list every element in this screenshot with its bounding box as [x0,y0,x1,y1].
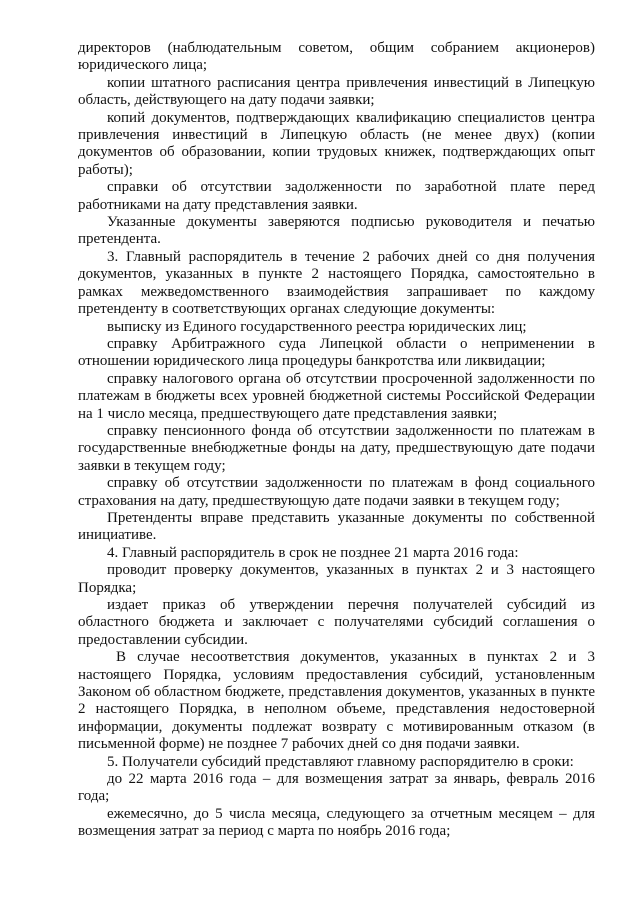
paragraph-deadline-march: до 22 марта 2016 года – для возмещения затрат за январь, февраль 2016 года; [78,771,595,805]
paragraph-item-3: 3. Главный распорядитель в течение 2 рабочих дней со дня получения документов, указанных в пункте 2 настоящего Порядка, самостоятельно в рамках межведомственного взаимодействия запрашивает по каждому претенденту в соответствующих органах следующие документы: [78,248,595,318]
paragraph-qualification-docs: копий документов, подтверждающих квалификацию специалистов центра привлечения инвестиций в Липецкую область (не менее двух) (копии документов об образовании, копии трудовых книжек, подтверждающих опыт работы); [78,109,595,178]
paragraph-social-insurance: справку об отсутствии задолженности по платежам в фонд социального страхования на дату, предшествующую дате подачи заявки в текущем году; [78,475,595,509]
paragraph-nonconformity: В случае несоответствия документов, указанных в пунктах 2 и 3 настоящего Порядка, условиям предоставления субсидий, установленным Законом об областном бюджете, представления документов, указанных в пункте 2 настоящего Порядка, в неполном объеме, представления недостоверной информации, документы подлежат возврату с мотивированным отказом (в письменной форме) не позднее 7 рабочих дней со дня подачи заявки. [78,649,595,753]
paragraph-certification: Указанные документы заверяются подписью руководителя и печатью претендента. [78,214,595,248]
paragraph-own-initiative: Претенденты вправе представить указанные документы по собственной инициативе. [78,509,595,544]
paragraph-arbitration-court: справку Арбитражного суда Липецкой области о неприменении в отношении юридического лица процедуры банкротства или ликвидации; [78,335,595,370]
paragraph-monthly-deadline: ежемесячно, до 5 числа месяца, следующего за отчетным месяцем – для возмещения затрат за период с марта по ноябрь 2016 года; [78,805,595,840]
paragraph-issue-order: издает приказ об утверждении перечня получателей субсидий из областного бюджета и заключает с получателями субсидий соглашения о предоставлении субсидии. [78,597,595,648]
paragraph-staff-schedule: копии штатного расписания центра привлечения инвестиций в Липецкую область, действующего на дату подачи заявки; [78,74,595,109]
paragraph-item-5: 5. Получатели субсидий представляют главному распорядителю в сроки: [107,753,574,770]
paragraph-check-documents: проводит проверку документов, указанных в пунктах 2 и 3 настоящего Порядка; [78,562,595,596]
paragraph-directors: директоров (наблюдательным советом, общим собранием акционеров) юридического лица; [78,40,595,74]
document-page [78,40,595,841]
paragraph-salary-debt: справки об отсутствии задолженности по заработной плате перед работниками на дату представления заявки. [78,179,595,213]
paragraph-pension-fund: справку пенсионного фонда об отсутствии задолженности по платежам в государственные внебюджетные фонды на дату, предшествующую дате подачи заявки в текущем году; [78,422,595,474]
paragraph-item-4: 4. Главный распорядитель в срок не позднее 21 марта 2016 года: [107,544,519,561]
paragraph-registry-extract: выписку из Единого государственного реестра юридических лиц; [107,318,527,335]
paragraph-tax-authority: справку налогового органа об отсутствии просроченной задолженности по платежам в бюджеты всех уровней бюджетной системы Российской Федерации на 1 число месяца, предшествующего дате представления заявки; [78,370,595,422]
